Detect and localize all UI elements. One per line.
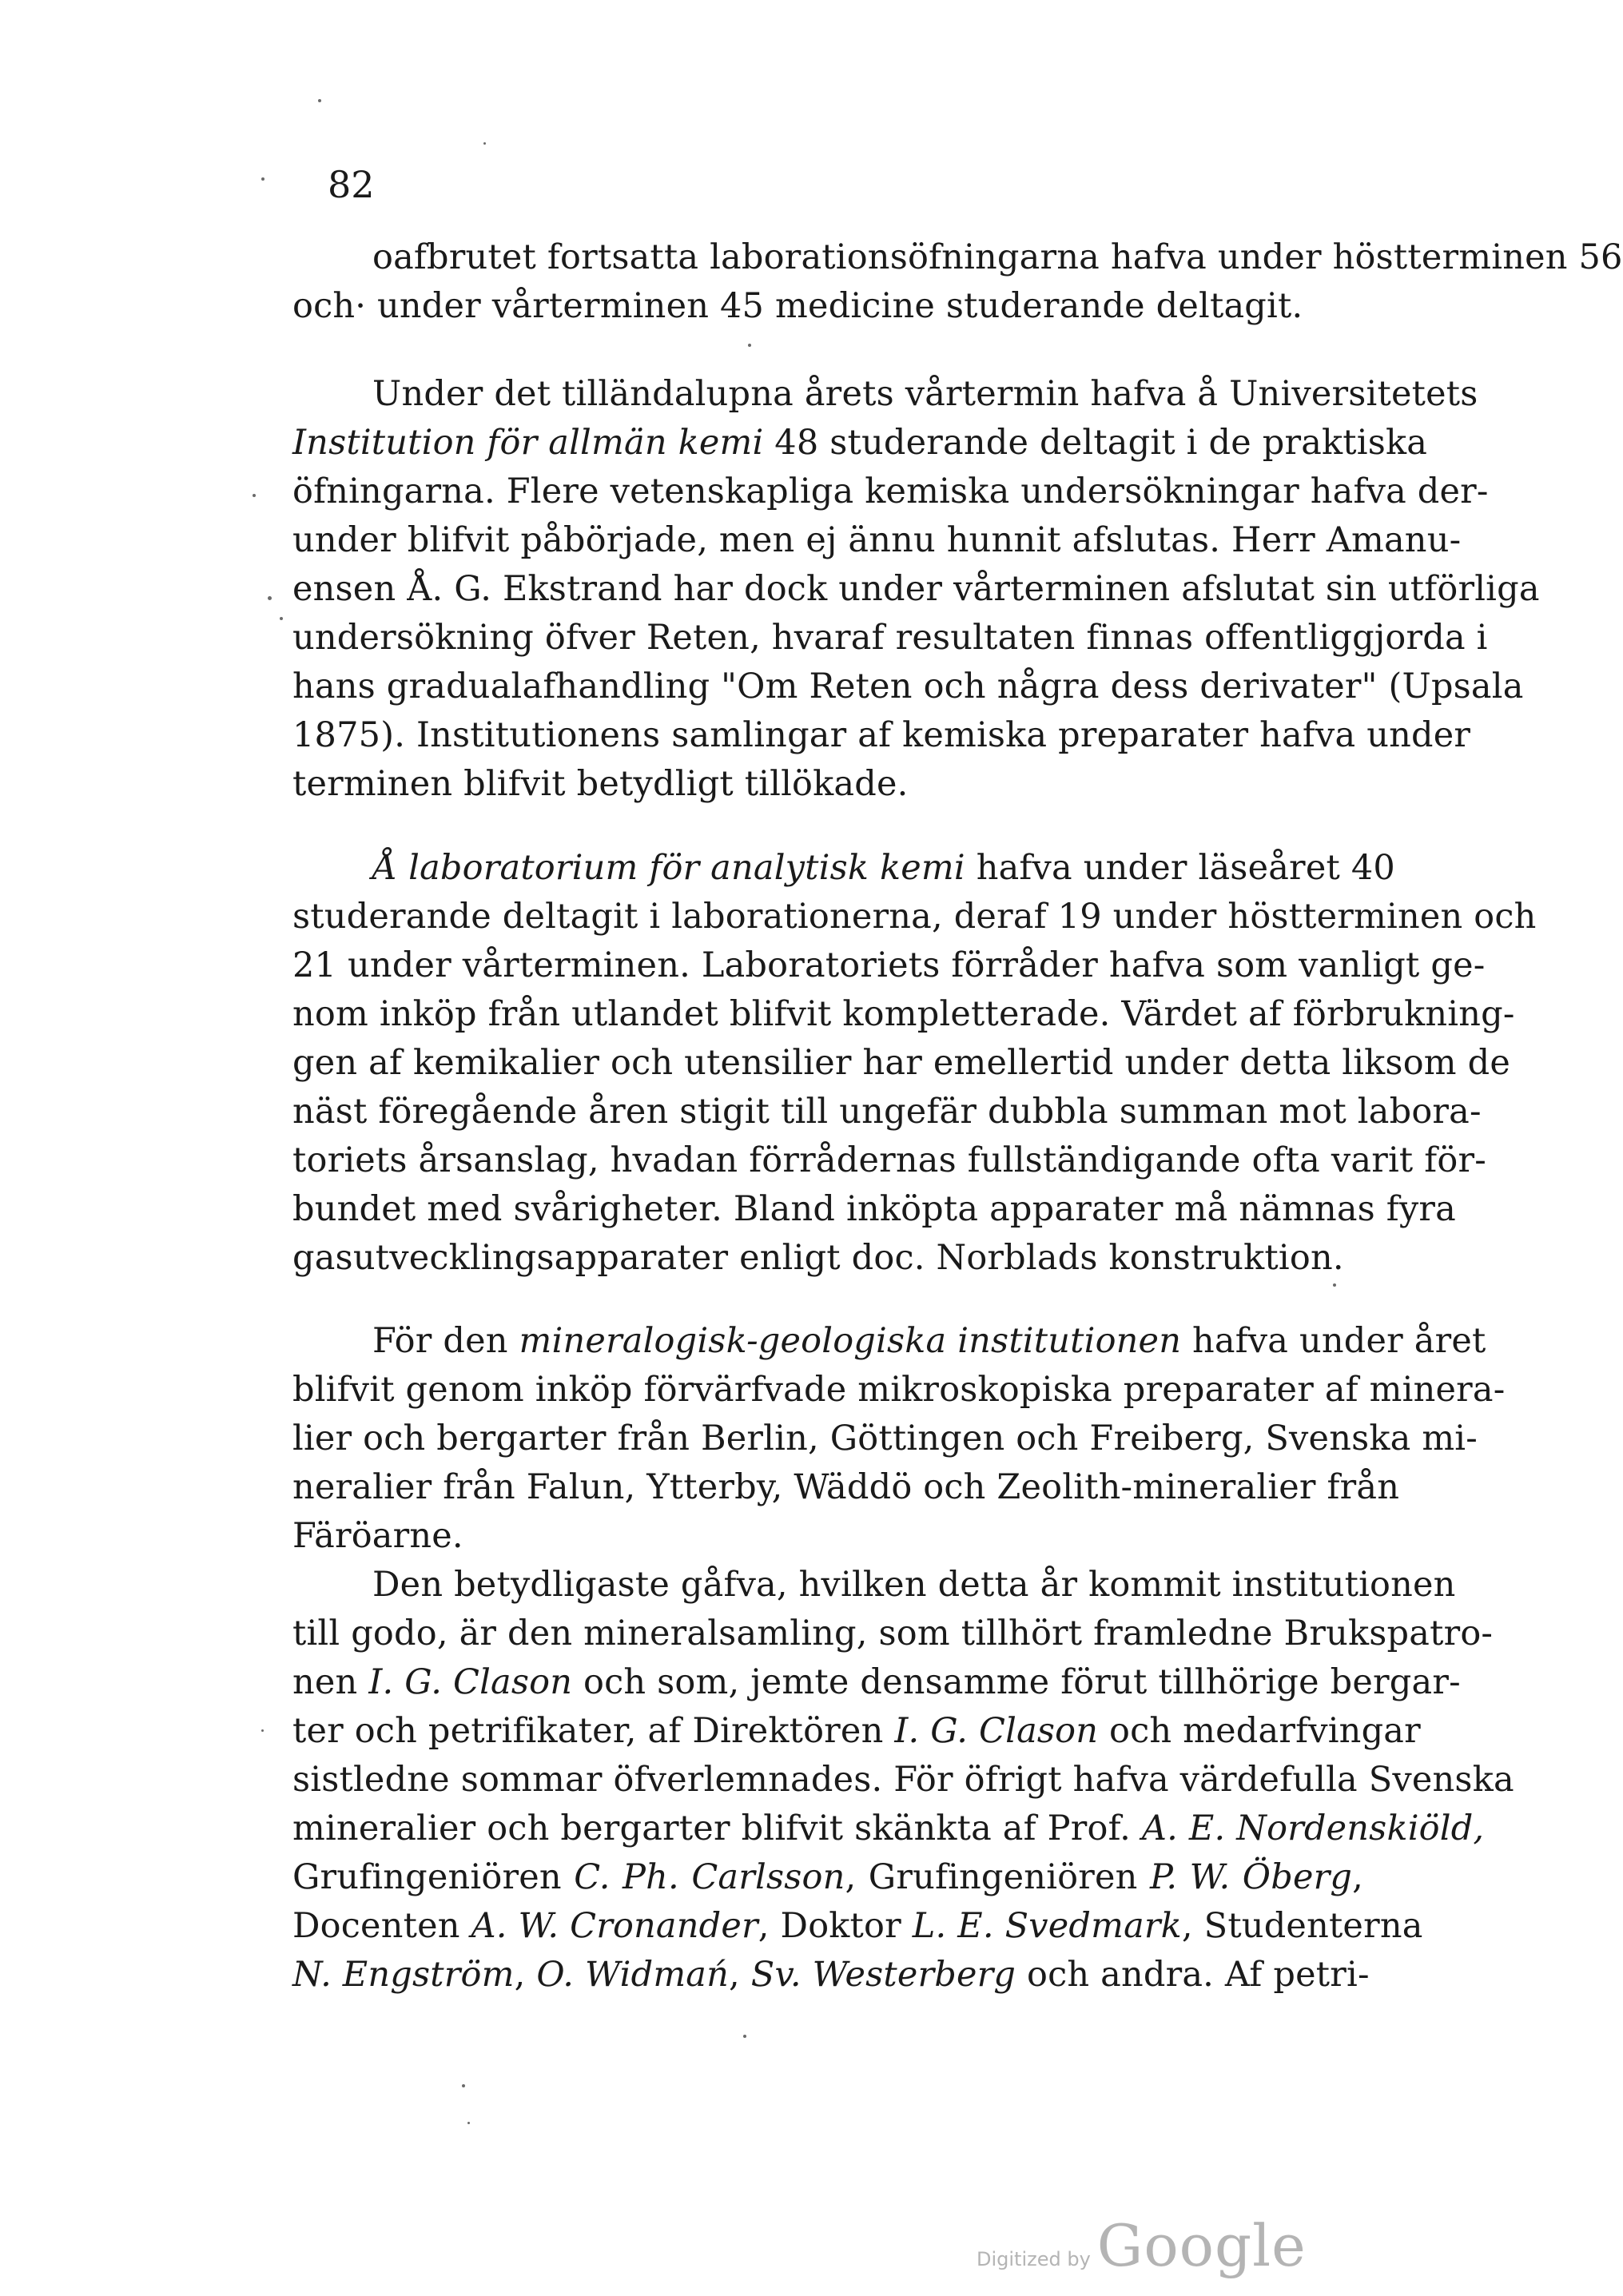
- italic-segment: A. E. Nordenskiöld,: [1141, 1809, 1485, 1848]
- text-segment: under blifvit påbörjade, men ej ännu hunnit afslutas. Herr Amanu-: [292, 520, 1462, 560]
- text-line: [292, 1463, 1400, 1512]
- text-line: [292, 1512, 1363, 1561]
- italic-segment: Institution för allmän kemi: [292, 423, 764, 463]
- text-line: [292, 1366, 1506, 1415]
- text-segment: sistledne sommar öfverlemnades. För öfrigt hafva värdefulla Svenska: [292, 1760, 1514, 1800]
- text-segment: Docenten: [292, 1906, 471, 1946]
- text-segment: 21 under vårterminen. Laboratoriets förråder hafva som vanligt ge-: [292, 945, 1486, 985]
- text-segment: ,: [729, 1955, 751, 1995]
- text-segment: Färöarne.: [292, 1516, 463, 1556]
- text-line: [292, 941, 1486, 990]
- text-segment: toriets årsanslag, hvadan förrådernas fullständigande ofta varit för-: [292, 1140, 1486, 1180]
- text-line: [292, 419, 1428, 468]
- text-segment: och som, jemte densamme förut tillhörige bergar-: [572, 1662, 1461, 1702]
- text-segment: 1875). Institutionens samlingar af kemiska preparater hafva under: [292, 715, 1471, 755]
- text-segment: öfningarna. Flere vetenskapliga kemiska undersökningar hafva der-: [292, 472, 1489, 511]
- text-segment: hans gradualafhandling "Om Reten och några dess derivater" (Upsala: [292, 667, 1524, 706]
- italic-segment: P. W. Öberg: [1149, 1857, 1353, 1897]
- italic-segment: Å laboratorium för analytisk kemi: [372, 848, 965, 888]
- paragraph-4: [292, 1317, 1506, 1561]
- text-line: [292, 1185, 1457, 1234]
- scan-speck: [467, 2122, 470, 2124]
- text-line: [292, 893, 1537, 941]
- text-line: [292, 516, 1462, 565]
- paragraph-5: [292, 1561, 1514, 2000]
- scan-speck: [318, 99, 321, 102]
- text-segment: och· under vårterminen 45 medicine studerande deltagit.: [292, 286, 1303, 326]
- text-line: [292, 1902, 1423, 1951]
- text-segment: hafva under läseåret 40: [965, 848, 1395, 888]
- text-segment: , Studenterna: [1181, 1906, 1423, 1946]
- text-segment: Under det tilländalupna årets vårtermin hafva å Universitetets: [372, 374, 1478, 414]
- text-line: [292, 1951, 1370, 2000]
- paragraph-1: [292, 233, 1623, 331]
- italic-segment: N. Engström: [292, 1955, 515, 1995]
- text-line: [292, 711, 1471, 760]
- text-segment: , Grufingeniören: [845, 1857, 1150, 1897]
- page-number: 82: [328, 163, 375, 206]
- text-line: [292, 663, 1524, 711]
- scan-speck: [261, 1729, 264, 1732]
- scan-speck: [743, 2035, 746, 2038]
- text-segment: lier och bergarter från Berlin, Göttingen och Freiberg, Svenska mi-: [292, 1419, 1478, 1458]
- text-line: [292, 233, 1623, 282]
- text-line: [292, 1415, 1478, 1463]
- text-line: [292, 1317, 1486, 1366]
- text-line: [292, 1658, 1461, 1707]
- italic-segment: I. G. Clason: [894, 1711, 1099, 1751]
- paragraph-3: [292, 844, 1537, 1283]
- text-line: [292, 1805, 1485, 1853]
- text-segment: Grufingeniören: [292, 1857, 575, 1897]
- italic-segment: mineralogisk-geologiska institutionen: [519, 1321, 1182, 1361]
- scan-speck: [261, 177, 265, 181]
- italic-segment: O. Widmań: [536, 1955, 730, 1995]
- text-segment: blifvit genom inköp förvärfvade mikroskopiska preparater af minera-: [292, 1370, 1506, 1410]
- text-segment: gen af kemikalier och utensilier har emellertid under detta liksom de: [292, 1043, 1511, 1083]
- google-logo: Google: [1096, 2212, 1307, 2279]
- scan-speck: [268, 596, 272, 600]
- italic-segment: Sv. Westerberg: [750, 1955, 1016, 1995]
- watermark-prefix: Digitized by: [977, 2248, 1091, 2270]
- text-line: [292, 990, 1515, 1039]
- text-line: [292, 1136, 1486, 1185]
- text-segment: mineralier och bergarter blifvit skänkta af Prof.: [292, 1809, 1142, 1848]
- text-segment: och andra. Af petri-: [1016, 1955, 1370, 1995]
- text-segment: Den betydligaste gåfva, hvilken detta år kommit institutionen: [372, 1565, 1456, 1605]
- text-line: [292, 282, 1363, 331]
- text-segment: ter och petrifikater, af Direktören: [292, 1711, 895, 1751]
- text-line: [292, 760, 1363, 809]
- text-line: [292, 1234, 1363, 1283]
- text-segment: , Doktor: [758, 1906, 913, 1946]
- text-segment: ,: [1352, 1857, 1363, 1897]
- text-segment: studerande deltagit i laborationerna, deraf 19 under höstterminen och: [292, 897, 1537, 937]
- text-segment: terminen blifvit betydligt tillökade.: [292, 764, 909, 804]
- scan-speck: [280, 617, 283, 620]
- text-segment: hafva under året: [1181, 1321, 1486, 1361]
- italic-segment: I. G. Clason: [368, 1662, 573, 1702]
- text-line: [292, 614, 1488, 663]
- italic-segment: C. Ph. Carlsson: [574, 1857, 845, 1897]
- text-segment: neralier från Falun, Ytterby, Wäddö och Zeolith-mineralier från: [292, 1467, 1400, 1507]
- text-segment: ,: [514, 1955, 537, 1995]
- text-line: [292, 844, 1395, 893]
- text-segment: undersökning öfver Reten, hvaraf resultaten finnas offentliggjorda i: [292, 618, 1488, 658]
- paragraph-2: [292, 370, 1540, 809]
- text-segment: nom inköp från utlandet blifvit kompletterade. Värdet af förbrukning-: [292, 994, 1515, 1034]
- scan-speck: [462, 2084, 465, 2087]
- text-line: [292, 1088, 1482, 1136]
- scan-speck: [253, 494, 256, 497]
- text-line: [292, 565, 1540, 614]
- text-line: [292, 468, 1489, 516]
- text-line: [292, 1561, 1456, 1610]
- text-segment: oafbrutet fortsatta laborationsöfningarna hafva under höstterminen 56: [372, 237, 1623, 277]
- text-segment: bundet med svårigheter. Bland inköpta apparater må nämnas fyra: [292, 1189, 1457, 1229]
- scan-speck: [483, 142, 486, 145]
- text-line: [292, 370, 1478, 419]
- text-segment: nen: [292, 1662, 369, 1702]
- text-line: [292, 1610, 1494, 1658]
- scan-speck: [1333, 1283, 1336, 1287]
- text-segment: till godo, är den mineralsamling, som tillhört framledne Brukspatro-: [292, 1614, 1494, 1653]
- text-segment: och medarfvingar: [1098, 1711, 1421, 1751]
- text-segment: För den: [372, 1321, 519, 1361]
- text-segment: gasutvecklingsapparater enligt doc. Norblads konstruktion.: [292, 1238, 1344, 1278]
- text-line: [292, 1853, 1363, 1902]
- text-segment: 48 studerande deltagit i de praktiska: [763, 423, 1428, 463]
- text-segment: näst föregående åren stigit till ungefär dubbla summan mot labora-: [292, 1092, 1482, 1132]
- text-line: [292, 1707, 1421, 1756]
- digitized-by-google-watermark: [977, 2212, 1307, 2279]
- text-line: [292, 1039, 1511, 1088]
- text-line: [292, 1756, 1514, 1805]
- scan-speck: [748, 344, 751, 347]
- italic-segment: A. W. Cronander: [471, 1906, 758, 1946]
- italic-segment: L. E. Svedmark: [912, 1906, 1182, 1946]
- text-segment: ensen Å. G. Ekstrand har dock under vårterminen afslutat sin utförliga: [292, 569, 1540, 609]
